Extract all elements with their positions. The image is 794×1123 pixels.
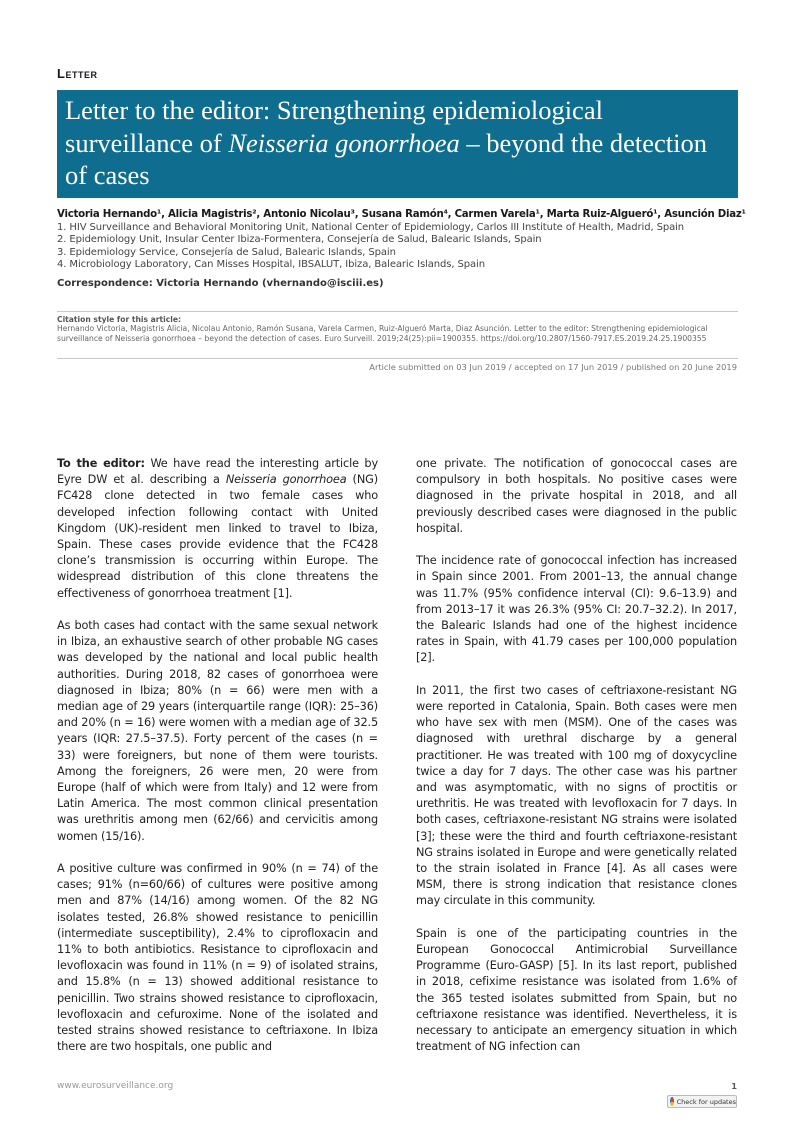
divider-top [57,311,738,312]
check-for-updates-label: Check for updates [676,1097,736,1106]
divider-bottom [57,358,738,359]
page-number: 1 [731,1082,737,1091]
paragraph-3: A positive culture was confirmed in 90% (n = 74) of the cases; 91% (n=60/66) of cultures were positive among men and 87% (14/16) among women. Of the 82 NG isolates tested, 26.8% showed resistance to penicillin (intermediate susceptibility), 2.4% to ciprofloxacin and 11% to both antibiotics. Resistance to ciprofloxacin and levofloxacin was found in 11% (n = 9) of isolated strains, and 15.8% (n = 13) showed additional resistance to penicillin. Two strains showed resistance to ciprofloxacin, levofloxacin and cefuroxime. None of the isolated and tested strains showed resistance to ceftriaxone. In Ibiza there are two hospitals, one public and [57,862,378,1054]
paragraph-1: To the editor: We have read the interesting article by Eyre DW et al. describing a Neisseria gonorrhoea (NG) FC428 clone detected in two female cases who developed infection following contact with United Kingdom (UK)-resident men linked to travel to Ibiza, Spain. These cases provide evidence that the FC428 clone’s transmission is occurring within Europe. The widespread distribution of this clone threatens the effectiveness of gonorrhoea treatment [1]. [57,457,378,600]
article-dates: Article submitted on 03 Jun 2019 / accepted on 17 Jun 2019 / published on 20 June 2019 [369,362,737,372]
section-label: Letter [57,66,98,81]
paragraph-7: Spain is one of the participating countries in the European Gonococcal Antimicrobial Surveillance Programme (Euro-GASP) [5]. In its last report, published in 2018, cefixime resistance was isolated from 1.6% of the 365 tested isolates submitted from Spain, but no ceftriaxone resistance was identified. Nevertheless, it is necessary to anticipate an emergency situation in which treatment of NG infection can [416,926,737,1054]
title-species: Neisseria gonorrhoea [228,127,460,158]
title-part2: – beyond the detection of cases [65,127,708,190]
title-band [57,90,738,198]
citation-heading: Citation style for this article: [57,315,182,324]
salutation: To the editor: [57,457,145,470]
paragraph-6: In 2011, the first two cases of ceftriaxone-resistant NG were reported in Catalonia, Spain. Both cases were men who have sex with men (MSM). One of the cases was diagnosed with urethral discharge by a general practitioner. He was treated with 100 mg of doxycycline twice a day for 7 days. The other case was his partner and was asymptomatic, with no signs of proctitis or urethritis. He was treated with levofloxacin for 7 days. In both cases, ceftriaxone-resistant NG strains were isolated [3]; these were the third and fourth ceftriaxone-resistant NG strains isolated in Europe and were genetically related to the strain isolated in France [4]. As all cases were MSM, there is strong indication that resistance clones may circulate in this community. [416,683,737,908]
body-column-left [57,456,378,1072]
affiliations [57,222,757,271]
author-list: Victoria Hernando¹, Alicia Magistris², Antonio Nicolau³, Susana Ramón⁴, Carmen Varela¹, Marta Ruiz-Algueró¹, Asunción Diaz¹ [57,209,746,220]
title-part1: Letter to the editor: Strengthening epidemiological surveillance of [65,95,603,158]
citation-text: Hernando Victoria, Magistris Alicia, Nicolau Antonio, Ramón Susana, Varela Carmen, Ruiz-Algueró Marta, Diaz Asunción. Letter to the editor: Strengthening epidemiological surveillance of Neisseria gonorrhoea – beyond the detection of cases. Euro Surveill. 2019;24(25):pii=1900355. https://doi.org/10.2807/1560-7917.ES.2019.24.25.1900355 [57,324,708,343]
check-for-updates-button[interactable] [667,1095,737,1108]
article-title [65,94,730,192]
correspondence: Correspondence: Victoria Hernando (vhernando@isciii.es) [57,278,384,289]
affiliation-4: 4. Microbiology Laboratory, Can Misses Hospital, IBSALUT, Ibiza, Balearic Islands, Spain [57,258,485,270]
body-column-right [416,456,737,1072]
paragraph-2: As both cases had contact with the same sexual network in Ibiza, an exhaustive search of other probable NG cases was developed by the national and local public health authorities. During 2018, 82 cases of gonorrhoea were diagnosed in Ibiza; 80% (n = 66) were men with a median age of 29 years (interquartile range (IQR): 25–36) and 20% (n = 16) were women with a median age of 32.5 years (IQR: 27.5–37.5). Forty percent of the cases (n = 33) were foreigners, but none of them were tourists. Among the foreigners, 26 were men, 20 were from Europe (half of which were from Italy) and 12 were from Latin America. The most common clinical presentation was urethritis among men (62/66) and cervicitis among women (15/16). [57,619,378,843]
affiliation-1: 1. HIV Surveillance and Behavioral Monitoring Unit, National Center of Epidemiology, Carlos III Institute of Health, Madrid, Spain [57,222,685,233]
affiliation-2: 2. Epidemiology Unit, Insular Center Ibiza-Formentera, Consejería de Salud, Balearic Islands, Spain [57,234,542,246]
footer-url: www.eurosurveillance.org [57,1081,174,1091]
citation-block [57,315,741,343]
paragraph-4: one private. The notification of gonococcal cases are compulsory in both hospitals. No positive cases were diagnosed in the private hospital in 2018, and all previously described cases were diagnosed in the public hospital. [416,457,737,535]
affiliation-3: 3. Epidemiology Service, Consejería de Salud, Balearic Islands, Spain [57,246,396,258]
paragraph-5: The incidence rate of gonococcal infection has increased in Spain since 2001. From 2001–13, the annual change was 11.7% (95% confidence interval (CI): 9.6–13.9) and from 2013–17 it was 26.3% (95% CI: 20.7–32.2). In 2017, the Balearic Islands had one of the highest incidence rates in Spain, with 41.79 cases per 100,000 population [2]. [416,554,737,665]
species-name: Neisseria gonorrhoea [225,473,347,487]
crossmark-icon [670,1097,674,1106]
